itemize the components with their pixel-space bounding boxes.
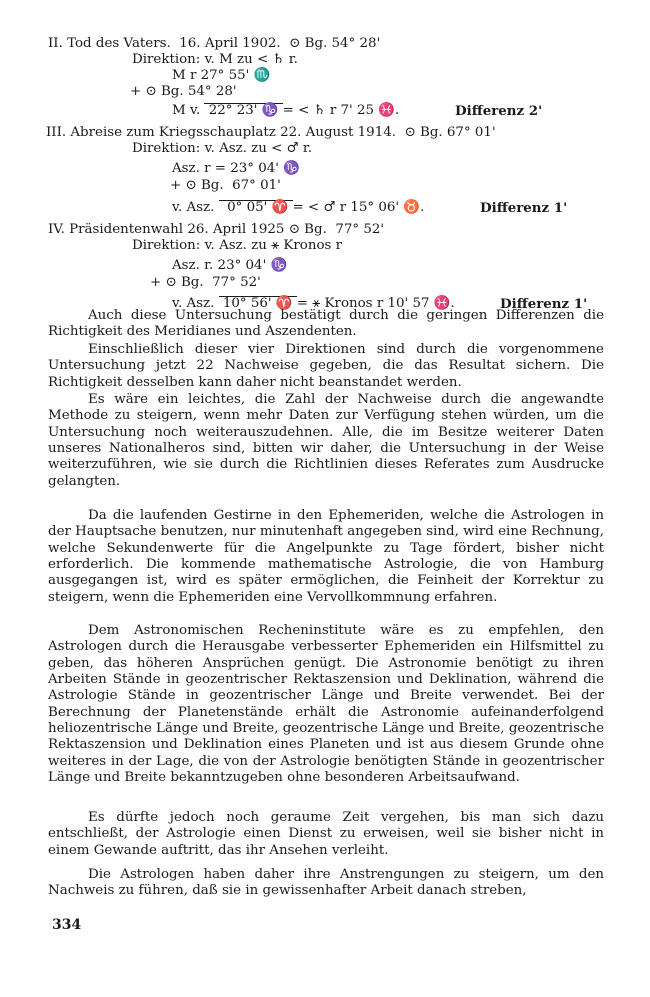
section-iv-differenz: Differenz 1' (500, 296, 588, 312)
section-iii-result (172, 200, 424, 216)
section-ii-title: II. Tod des Vaters. 16. April 1902. ⊙ Bg. 54° 28' (48, 36, 381, 51)
section-ii-calc-line-1: M r 27° 55' ♏ (172, 68, 271, 83)
section-ii-result-underlined: 22° 23' ♑ (204, 103, 283, 118)
section-iv-direktion: Direktion: v. Asz. zu ⚹ Kronos r (132, 238, 343, 253)
section-iii-differenz: Differenz 1' (480, 200, 568, 216)
paragraph: Dem Astronomischen Recheninstitute wäre es zu empfehlen, den Astrologen durch die Herausgabe verbesserter Ephemeriden ein Hilfsmittel zu geben, das höheren Ansprüchen genügt. Die Astronomie benötigt zu ihren Arbeiten Stände in geozentrischer Rektaszension und Deklination, während die Astrologie Stände in geozentrischer Länge und Breite verwendet. Bei der Berechnung der Planetenstände erhält die Astronomie aufeinanderfolgend heliozentrische Länge und Breite, geozentrische Länge und Breite, geozentrische Rektaszension und Deklination eines Planeten und ist aus diesem Grunde ohne weiteres in der Lage, die von der Astrologie benötigten Stände in geozentrischer Länge und Breite bekanntzugeben ohne besonderen Arbeitsaufwand. (48, 623, 604, 786)
section-iv-result-rest: = ⚹ Kronos r 10' 57 ♓. (296, 296, 455, 311)
section-ii-result-rest: = < ♄ r 7' 25 ♓. (282, 103, 400, 118)
section-ii-calc-line-2: + ⊙ Bg. 54° 28' (130, 84, 237, 99)
section-iii-calc-line-2: + ⊙ Bg. 67° 01' (170, 178, 281, 193)
section-iii-calc-line-1: Asz. r = 23° 04' ♑ (172, 161, 300, 176)
section-ii-result (172, 103, 399, 119)
section-iv-calc-line-1: Asz. r. 23° 04' ♑ (172, 258, 288, 273)
paragraph: Auch diese Untersuchung bestätigt durch die geringen Differenzen die Richtigkeit des Meridianes und Aszendenten. (48, 308, 604, 340)
paragraph: Es wäre ein leichtes, die Zahl der Nachweise durch die angewandte Methode zu steigern, wenn mehr Daten zur Verfügung stehen würden, um die Untersuchung noch weiterauszudehnen. Alle, die im Besitze weiterer Daten unseres Nationalheros sind, bitten wir daher, die Untersuchung in der Weise weiterzuführen, wie sie durch die Richtlinien dieses Referates zum Ausdrucke gelangten. (48, 392, 604, 489)
page-number: 334 (52, 917, 82, 933)
section-iv-title: IV. Präsidentenwahl 26. April 1925 ⊙ Bg. 77° 52' (48, 222, 385, 237)
section-ii-differenz: Differenz 2' (455, 103, 543, 119)
section-iv-result-underlined: 10° 56' ♈ (218, 296, 297, 311)
section-iii-direktion: Direktion: v. Asz. zu < ♂ r. (132, 141, 313, 156)
paragraph: Die Astrologen haben daher ihre Anstrengungen zu steigern, um den Nachweis zu führen, daß sie in gewissenhafter Arbeit danach streben, (48, 867, 604, 899)
section-ii-result-prefix: M v. (172, 103, 201, 118)
paragraph: Da die laufenden Gestirne in den Ephemeriden, welche die Astrologen in der Hauptsache benutzen, nur minutenhaft angegeben sind, wird eine Rechnung, welche Sekundenwerte für die Angelpunkte zu Tage fördert, bisher nicht erforderlich. Die kommende mathematische Astrologie, die von Hamburg ausgegangen ist, wird es später ermöglichen, die Feinheit der Korrektur zu steigern, wenn die Ephemeriden eine Vervollkommnung erfahren. (48, 508, 604, 605)
section-iii-result-rest: = < ♂ r 15° 06' ♉. (292, 200, 425, 215)
section-iv-result-prefix: v. Asz. (172, 296, 215, 311)
section-iv-calc-line-2: + ⊙ Bg. 77° 52' (150, 275, 261, 290)
section-iii-title: III. Abreise zum Kriegsschauplatz 22. August 1914. ⊙ Bg. 67° 01' (46, 125, 496, 140)
section-iii-result-underlined: 0° 05' ♈ (218, 200, 293, 215)
section-iii-result-prefix: v. Asz. (172, 200, 215, 215)
paragraph: Es dürfte jedoch noch geraume Zeit vergehen, bis man sich dazu entschließt, der Astrologie einen Dienst zu erweisen, weil sie bisher nicht in einem Gewande auftritt, das ihr Ansehen verleiht. (48, 810, 604, 858)
section-ii-direktion: Direktion: v. M zu < ♄ r. (132, 52, 298, 67)
paragraph: Einschließlich dieser vier Direktionen sind durch die vorgenommene Untersuchung jetzt 22 Nachweise gegeben, die das Resultat sichern. Die Richtigkeit desselben kann daher nicht beanstandet werden. (48, 342, 604, 390)
